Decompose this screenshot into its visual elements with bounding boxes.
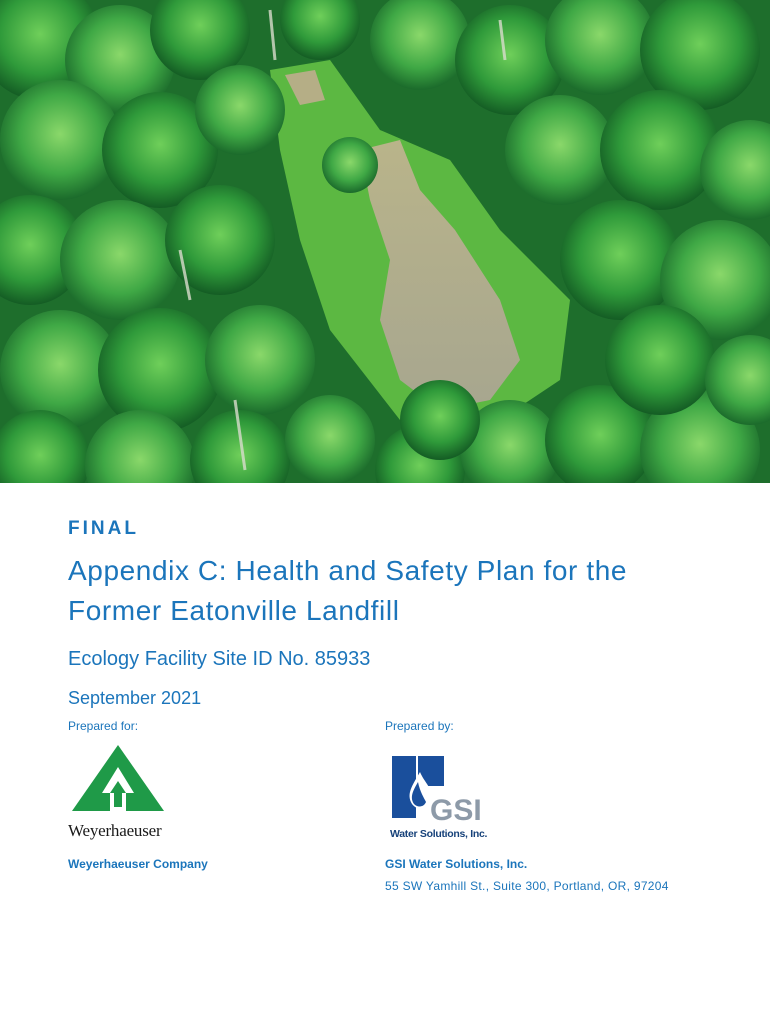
water-drop-icon xyxy=(390,752,500,828)
cover-photo xyxy=(0,0,770,483)
weyerhaeuser-logo xyxy=(68,745,178,845)
document-date: September 2021 xyxy=(68,688,202,708)
prepared-for-label: Prepared for: xyxy=(68,719,139,733)
gsi-logo-subtext: Water Solutions, Inc. xyxy=(390,828,488,840)
weyerhaeuser-logo-text: Weyerhaeuser xyxy=(68,821,162,840)
document-title: Appendix C: Health and Safety Plan for the Former Eatonville Landfill xyxy=(68,555,628,626)
aerial-forest-image xyxy=(0,0,770,483)
site-id: Ecology Facility Site ID No. 85933 xyxy=(68,648,371,670)
consultant-address: 55 SW Yamhill St., Suite 300, Portland, OR, 97204 xyxy=(385,879,669,893)
client-name: Weyerhaeuser Company xyxy=(68,857,208,871)
document-status: FINAL xyxy=(68,518,139,539)
prepared-by-label: Prepared by: xyxy=(385,719,454,733)
tree-triangle-icon xyxy=(68,745,178,817)
gsi-logo xyxy=(390,752,500,844)
gsi-wordmark: GSI xyxy=(430,794,482,827)
consultant-name: GSI Water Solutions, Inc. xyxy=(385,857,528,871)
